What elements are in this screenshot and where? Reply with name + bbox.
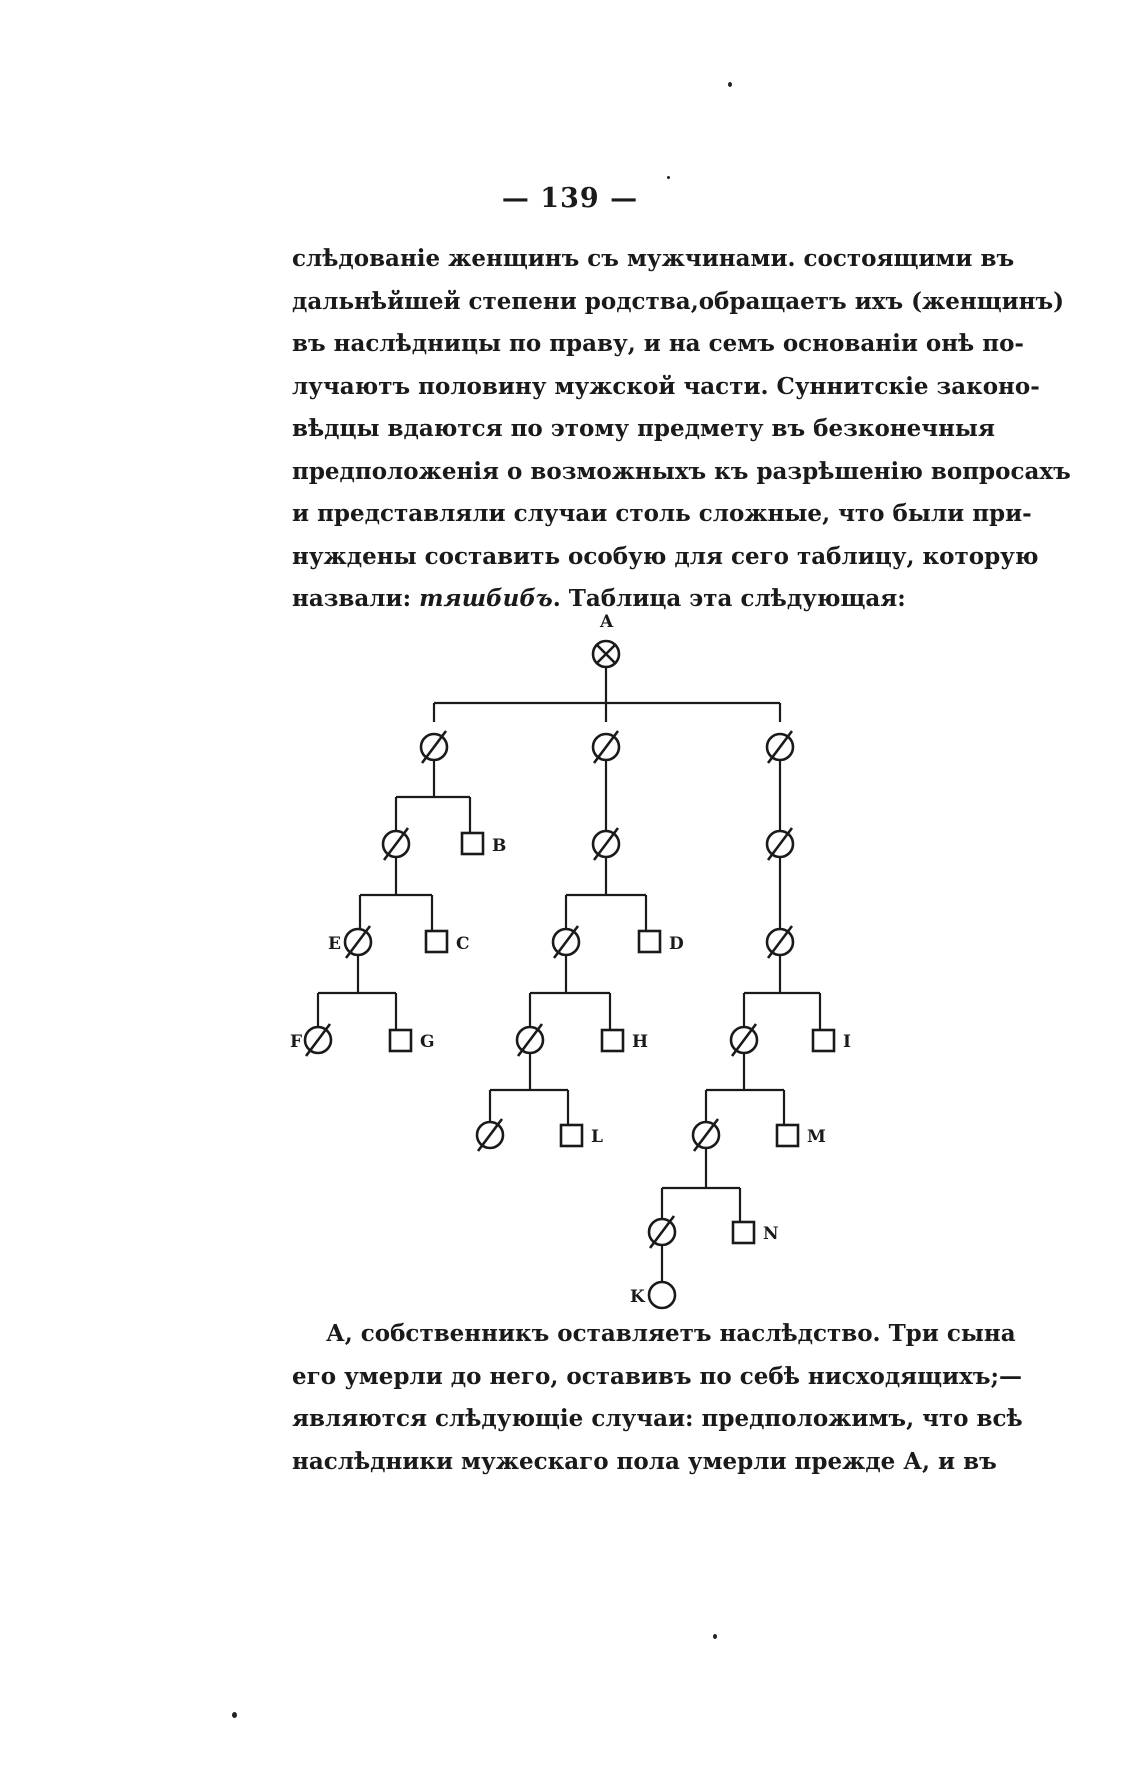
text-line: являются слѣдующіе случаи: предположимъ, что всѣ <box>292 1405 1023 1432</box>
male-node-d <box>639 931 660 952</box>
label-b: B <box>492 836 507 856</box>
text-line <box>292 1313 1016 1356</box>
deceased-node <box>731 1024 757 1056</box>
text-line: вѣдцы вдаются по этому предмету въ безконечныя <box>292 415 995 442</box>
deceased-node <box>421 731 447 763</box>
text-line: и представляли случаи столь сложные, что были при- <box>292 500 1032 527</box>
paragraph-bottom <box>292 1313 1023 1483</box>
connector <box>566 857 646 931</box>
male-node-n <box>733 1222 754 1243</box>
text-line: въ наслѣдницы по праву, и на семъ основаніи онѣ по- <box>292 330 1024 357</box>
deceased-node <box>767 828 793 860</box>
connector <box>434 668 780 722</box>
label-h: H <box>632 1032 649 1052</box>
text-line: лучаютъ половину мужской части. Суннитскіе законо- <box>292 372 1040 400</box>
connector <box>490 1053 568 1125</box>
text-fragment: . Таблица эта слѣдующая: <box>552 585 906 612</box>
deceased-node <box>649 1216 675 1248</box>
connector <box>744 955 820 1030</box>
label-l: L <box>591 1127 603 1147</box>
node-a <box>593 641 619 667</box>
label-k: K <box>630 1287 645 1307</box>
text-fragment: А, собственникъ оставляетъ наслѣдство. Три сына <box>326 1320 1016 1347</box>
label-i: I <box>843 1032 851 1052</box>
deceased-node-e <box>345 926 371 958</box>
male-node-g <box>390 1030 411 1051</box>
female-node-k <box>649 1282 675 1308</box>
deceased-node-f <box>305 1024 331 1056</box>
text-line: предположенія о возможныхъ къ разрѣшенію вопросахъ <box>292 457 1071 485</box>
male-node-i <box>813 1030 834 1051</box>
deceased-node <box>593 828 619 860</box>
text-line: слѣдованіе женщинъ съ мужчинами. состоящими въ <box>292 245 1015 272</box>
text-line: дальнѣйшей степени родства,обращаетъ ихъ (женщинъ) <box>292 287 1064 315</box>
connector <box>706 1053 784 1125</box>
label-d: D <box>669 934 684 954</box>
page-number: — 139 — <box>501 183 639 214</box>
label-e: E <box>328 934 341 954</box>
connector <box>360 857 432 931</box>
connector <box>396 760 470 833</box>
deceased-node <box>593 731 619 763</box>
text-line: нуждены составить особую для сего таблицу, которую <box>292 542 1039 570</box>
label-n: N <box>763 1224 779 1244</box>
print-speck <box>232 1712 237 1718</box>
deceased-node <box>767 731 793 763</box>
deceased-node <box>383 828 409 860</box>
label-m: M <box>807 1127 826 1147</box>
deceased-node <box>767 926 793 958</box>
deceased-node <box>553 926 579 958</box>
male-node-l <box>561 1125 582 1146</box>
print-speck <box>713 1634 717 1639</box>
text-line: его умерли до него, оставивъ по себѣ нисходящихъ;— <box>292 1362 1022 1390</box>
label-g: G <box>420 1032 435 1052</box>
male-node-b <box>462 833 483 854</box>
label-f: F <box>290 1032 303 1052</box>
text-fragment: назвали: <box>292 585 420 612</box>
term-tashbib: тяшбибъ <box>419 585 553 612</box>
print-speck <box>667 176 670 179</box>
male-node-c <box>426 931 447 952</box>
deceased-node <box>517 1024 543 1056</box>
label-a: A <box>600 612 614 632</box>
print-speck <box>728 82 732 87</box>
label-c: C <box>456 934 470 954</box>
text-line: наслѣдники мужескаго пола умерли прежде А, и въ <box>292 1447 997 1475</box>
deceased-node <box>477 1119 503 1151</box>
male-node-m <box>777 1125 798 1146</box>
connector <box>662 1148 740 1222</box>
connector <box>530 955 610 1030</box>
male-node-h <box>602 1030 623 1051</box>
deceased-node <box>693 1119 719 1151</box>
connector <box>318 955 396 1030</box>
